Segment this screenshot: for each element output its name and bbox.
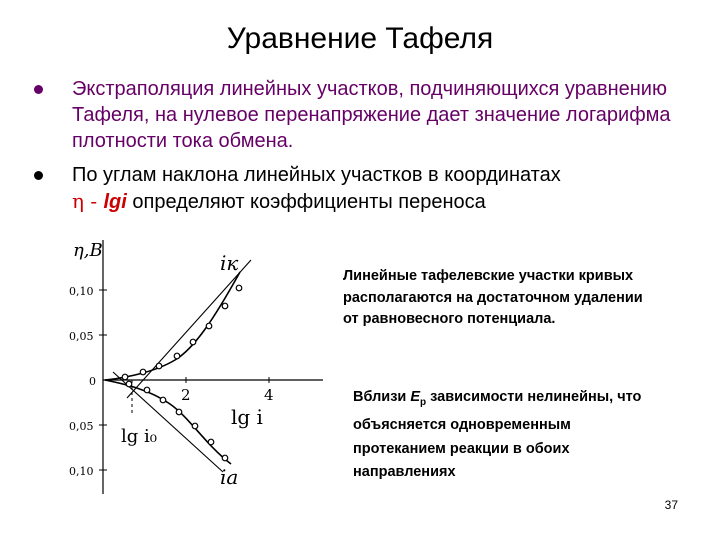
data-point — [176, 409, 182, 415]
data-point — [236, 285, 242, 291]
intercept-label: lg i₀ — [121, 426, 157, 447]
bullet-text: Экстраполяция линейных участков, подчиняющихся уравнению Тафеля, на нулевое перенапряжение дает значение логарифма плотности тока обмена. — [72, 78, 671, 152]
data-point — [174, 353, 180, 359]
x-tick-label: 4 — [264, 386, 274, 404]
y-tick-label: 0 — [89, 375, 96, 388]
data-point — [144, 387, 150, 393]
bullet-text: По углам наклона линейных участков в координатах — [72, 164, 561, 186]
x-tick-label: 2 — [181, 386, 191, 404]
y-tick-label: 0,10 — [69, 285, 94, 298]
y-axis-label: η,B — [73, 240, 103, 261]
page-number: 37 — [664, 498, 678, 512]
anodic-curve-label: iа — [220, 465, 239, 489]
bullet-dot-icon — [34, 171, 43, 180]
note2-before: Вблизи — [353, 389, 411, 405]
cathodic-tafel-line — [127, 260, 251, 398]
y-tick-label: 0,05 — [69, 330, 94, 343]
data-point — [140, 369, 146, 375]
tafel-figure — [55, 232, 355, 502]
slide-title: Уравнение Тафеля — [226, 22, 494, 55]
y-tick-label: 0,05 — [69, 420, 94, 433]
note2-sub: p — [420, 396, 427, 408]
data-point — [156, 363, 162, 369]
data-point — [190, 339, 196, 345]
bullet-dot-icon — [34, 85, 43, 94]
dash: - — [83, 189, 104, 213]
data-point — [206, 323, 212, 329]
data-point — [126, 381, 132, 387]
x-axis-label: lg i — [231, 405, 263, 429]
data-point — [208, 439, 214, 445]
eta-symbol: η — [72, 189, 84, 213]
data-point — [192, 423, 198, 429]
bullet-item — [30, 162, 700, 215]
cathodic-curve — [105, 272, 240, 380]
y-tick-label: 0,10 — [69, 465, 94, 478]
data-point — [160, 397, 166, 403]
data-point — [222, 303, 228, 309]
data-point — [122, 374, 128, 380]
note2-E: E — [410, 389, 421, 405]
note-nonlinear — [353, 386, 663, 485]
bullet-text-suffix: определяют коэффициенты переноса — [126, 191, 486, 213]
bullet-item — [30, 76, 700, 154]
data-point — [222, 455, 228, 461]
lgi-symbol: lgi — [103, 191, 127, 213]
note2-after: зависимости нелинейны, что объясняется одновременным протеканием реакции в обоих направлениях — [353, 389, 642, 481]
cathodic-curve-label: iк — [220, 251, 239, 275]
bullet-list — [30, 76, 700, 223]
note-linear-sections: Линейные тафелевские участки кривых располагаются на достаточном удалении от равновесного потенциала. — [343, 268, 643, 327]
